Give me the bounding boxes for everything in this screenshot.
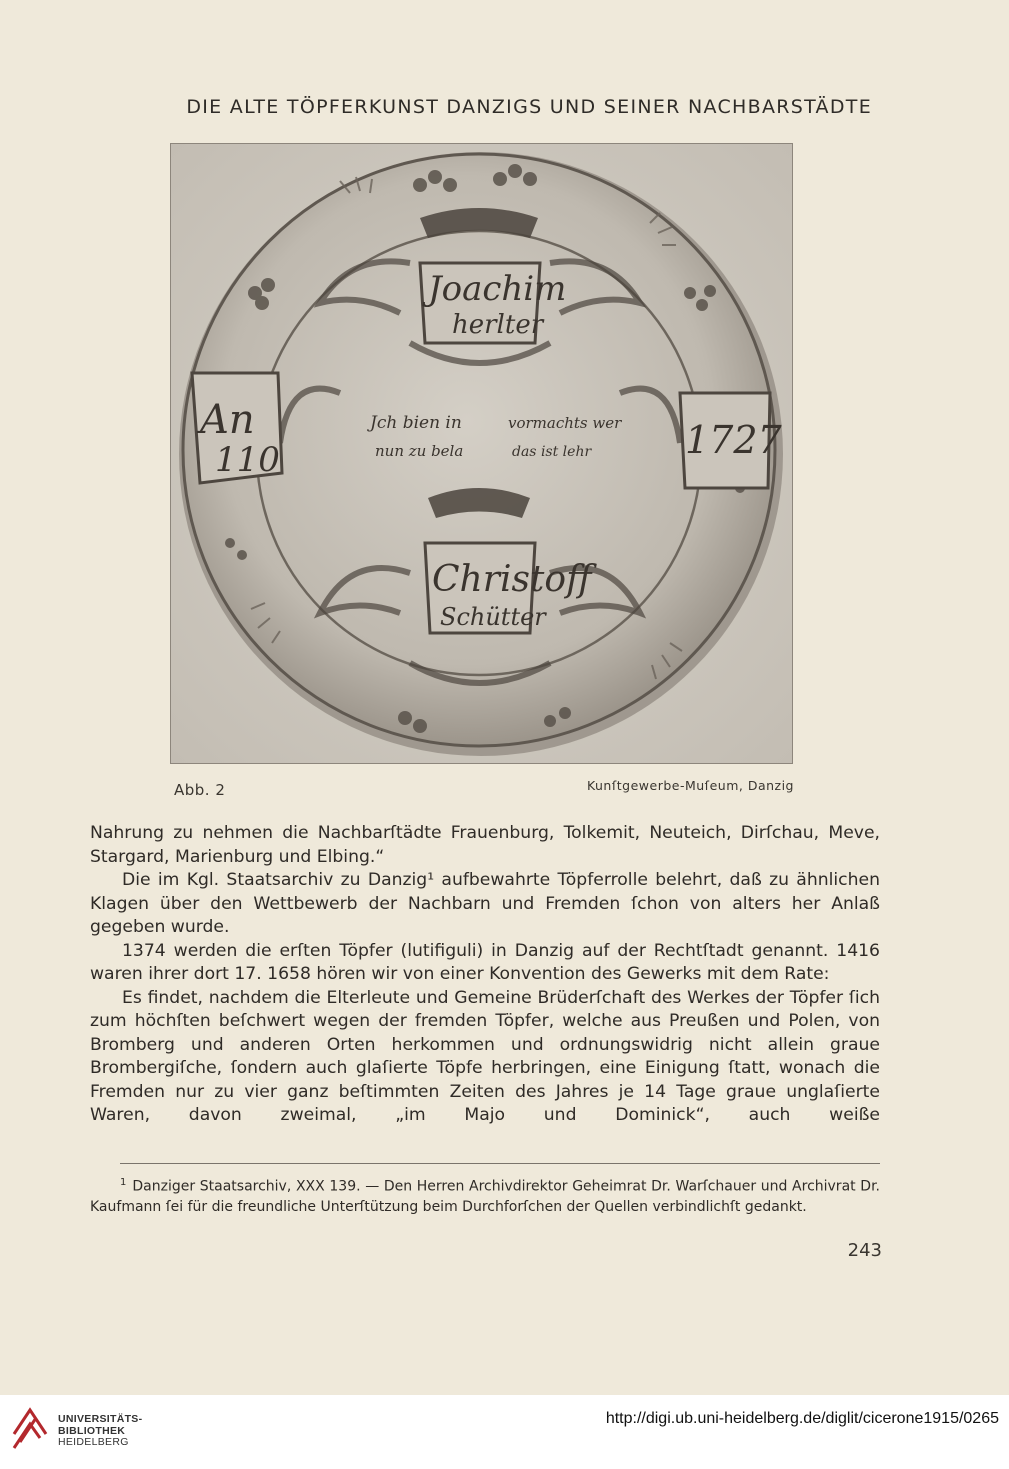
- plate-inscription-2b: das ist lehr: [512, 444, 592, 460]
- plate-photograph: [170, 143, 793, 764]
- running-title: DIE ALTE TÖPFERKUNST DANZIGS UND SEINER NACHBARSTÄDTE: [186, 96, 872, 118]
- library-name-line-2: BIBLIOTHEK: [58, 1424, 126, 1437]
- paragraph-1: Nahrung zu nehmen die Nachbarſtädte Frauenburg, Tolkemit, Neuteich, Dirſchau, Meve, Stargard, Marienburg und Elbing.“: [90, 823, 880, 867]
- figure-credit: Kunſtgewerbe-Muſeum, Danzig: [586, 778, 794, 793]
- plate-name-bottom: Christoff: [432, 559, 592, 600]
- footer-bar: [0, 1395, 1009, 1469]
- footnote: [90, 1173, 880, 1217]
- paragraph-4: Es findet, nachdem die Elterleute und Gemeine Brüderſchaft des Werkes der Töpfer ſich zum höchſten beſchwert wegen der fremden Töpfer, welche aus Preußen und Polen, von Bromberg und anderen Orten herkommen und ordnungswidrig nicht allein graue Brombergiſche, ſondern auch glaſierte Töpfe herbringen, eine Einigung ſtatt, wonach die Fremden nur zu vier ganz beſtimmten Zeiten des Jahres je 14 Tage graue unglaſierte Waren, davon zweimal, „im Majo und Dominick“, auch weiße: [90, 987, 880, 1125]
- figure-label: Abb. 2: [174, 781, 226, 799]
- plate-name-bottom-2: Schütter: [440, 603, 546, 631]
- plate-inscription-1: Jch bien in: [370, 413, 462, 433]
- plate-inscription-1b: vormachts wer: [508, 414, 622, 432]
- library-name-line-1: UNIVERSITÄTS-: [58, 1413, 143, 1425]
- plate-inscription-2: nun zu bela: [375, 442, 464, 460]
- page-number: 243: [847, 1240, 882, 1261]
- library-name-line-3: HEIDELBERG: [58, 1436, 129, 1448]
- plate-year-right: 1727: [685, 418, 782, 462]
- body-text: [90, 822, 880, 1128]
- library-name: [58, 1414, 142, 1449]
- plate-year-left-b: 110: [215, 440, 280, 480]
- plate-year-left-a: An: [200, 397, 255, 443]
- footnote-divider: [120, 1163, 880, 1164]
- paragraph-2: Die im Kgl. Staatsarchiv zu Danzig¹ aufbewahrte Töpferrolle belehrt, daß zu ähnlichen Klagen über den Wettbewerb der Nachbarn und Fremden ſchon von alters her Anlaß gegeben wurde.: [90, 870, 880, 937]
- footnote-text: Danziger Staatsarchiv, XXX 139. — Den Herren Archivdirektor Geheimrat Dr. Warſchauer und Archivrat Dr. Kaufmann ſei für die freundliche Unterſtützung beim Durchforſchen der Quellen verbindlichſt gedankt.: [90, 1178, 880, 1215]
- library-logo-icon[interactable]: [10, 1404, 50, 1450]
- footnote-mark: 1: [120, 1177, 127, 1188]
- permalink-url[interactable]: http://digi.ub.uni-heidelberg.de/diglit/cicerone1915/0265: [605, 1410, 999, 1427]
- plate-name-top-2: herlter: [452, 310, 544, 340]
- decorated-plate-image: [170, 143, 793, 764]
- paragraph-3: 1374 werden die erſten Töpfer (lutifiguli) in Danzig auf der Rechtſtadt genannt. 1416 waren ihrer dort 17. 1658 hören wir von einer Konvention des Gewerks mit dem Rate:: [90, 940, 880, 984]
- plate-name-top: Joachim: [428, 269, 567, 309]
